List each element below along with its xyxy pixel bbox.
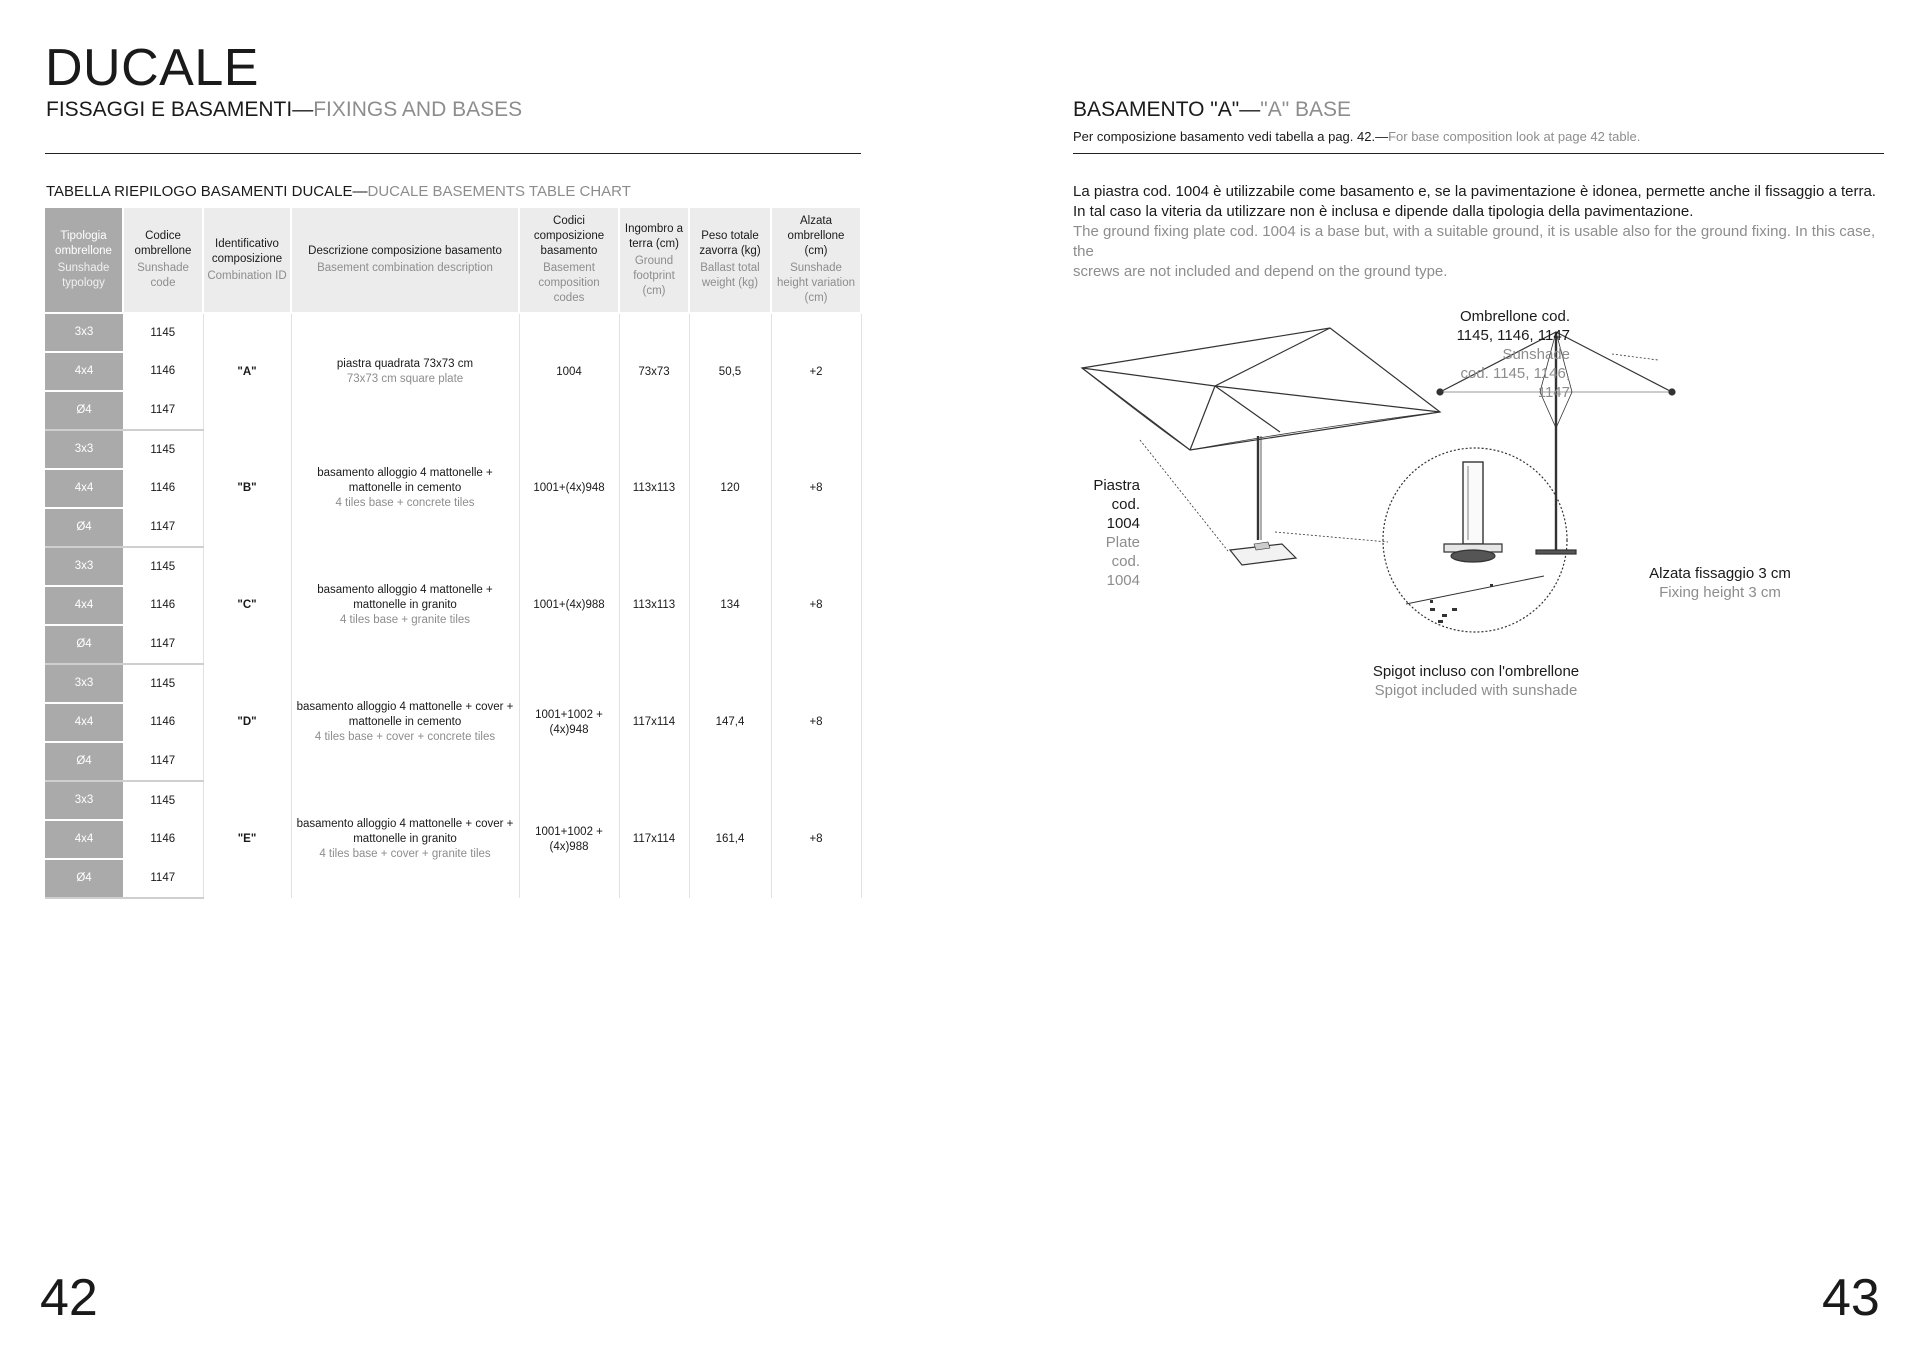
cell-sunshade-code: 1147 bbox=[123, 625, 203, 664]
umbrella-canopy-left bbox=[1082, 328, 1440, 450]
subtitle-it: FISSAGGI E BASAMENTI bbox=[46, 98, 293, 121]
header-height-en: Sunshade height variation (cm) bbox=[777, 262, 855, 304]
label-spigot-it: Spigot incluso con l'ombrellone bbox=[1372, 663, 1580, 680]
right-divider bbox=[1073, 153, 1884, 154]
cell-height: +8 bbox=[771, 664, 861, 781]
header-combo bbox=[203, 208, 291, 313]
cell-typology: 3x3 bbox=[45, 664, 123, 703]
label-plate-it-3: 1004 bbox=[1106, 515, 1140, 532]
para-en-line-1: The ground fixing plate cod. 1004 is a base but, with a suitable ground, it is usable also for the ground fixing. In this case, the bbox=[1073, 223, 1876, 260]
header-height-it: Alzata ombrellone (cm) bbox=[787, 215, 845, 257]
label-plate-en-3: 1004 bbox=[1106, 572, 1140, 589]
cell-sunshade-code: 1145 bbox=[123, 547, 203, 586]
header-typology bbox=[45, 208, 123, 313]
header-code bbox=[123, 208, 203, 313]
cell-height: +8 bbox=[771, 430, 861, 547]
note-separator: — bbox=[1375, 129, 1389, 144]
cell-weight: 161,4 bbox=[689, 781, 771, 898]
para-it-line-1: La piastra cod. 1004 è utilizzabile come basamento e, se la pavimentazione è idonea, permette anche il fissaggio a terra. bbox=[1073, 183, 1876, 200]
label-spigot bbox=[1336, 662, 1616, 700]
section-subtitle bbox=[46, 98, 522, 122]
cell-description bbox=[291, 430, 519, 547]
cell-combination-id: "D" bbox=[203, 664, 291, 781]
cell-sunshade-code: 1147 bbox=[123, 742, 203, 781]
cell-typology: 3x3 bbox=[45, 313, 123, 352]
base-a-title-separator: — bbox=[1239, 98, 1261, 121]
cell-typology: 4x4 bbox=[45, 586, 123, 625]
description-en: 73x73 cm square plate bbox=[346, 373, 464, 385]
label-umbrella bbox=[1430, 307, 1570, 402]
header-footprint-it: Ingombro a terra (cm) bbox=[624, 222, 684, 250]
description-it: basamento alloggio 4 mattonelle + cover + mattonelle in granito bbox=[296, 818, 514, 845]
label-umbrella-en-1: Sunshade bbox=[1502, 346, 1570, 363]
description-en: 4 tiles base + cover + concrete tiles bbox=[314, 731, 496, 743]
label-umbrella-en-2: cod. 1145, 1146, 1147 bbox=[1460, 365, 1570, 401]
cell-typology: Ø4 bbox=[45, 508, 123, 547]
table-header-row bbox=[45, 208, 861, 313]
header-footprint-en: Ground footprint (cm) bbox=[633, 254, 675, 297]
note-it: Per composizione basamento vedi tabella a pag. 42. bbox=[1073, 129, 1376, 144]
header-desc-it: Descrizione composizione basamento bbox=[308, 245, 502, 257]
table-title-separator: — bbox=[352, 183, 368, 200]
cell-sunshade-code: 1147 bbox=[123, 859, 203, 898]
para-it-line-2: In tal caso la viteria da utilizzare non è inclusa e dipende dalla tipologia della pavimentazione. bbox=[1073, 203, 1694, 220]
header-footprint bbox=[619, 208, 689, 313]
cell-composition-codes: 1001+1002 +(4x)948 bbox=[519, 664, 619, 781]
cell-weight: 120 bbox=[689, 430, 771, 547]
cell-height: +2 bbox=[771, 313, 861, 430]
label-height-it: Alzata fissaggio 3 cm bbox=[1649, 565, 1791, 582]
table-row bbox=[45, 664, 861, 703]
cell-composition-codes: 1001+1002 +(4x)988 bbox=[519, 781, 619, 898]
cell-weight: 134 bbox=[689, 547, 771, 664]
cell-description bbox=[291, 781, 519, 898]
base-a-title-en: "A" BASE bbox=[1260, 98, 1352, 121]
cell-sunshade-code: 1145 bbox=[123, 664, 203, 703]
cell-sunshade-code: 1146 bbox=[123, 352, 203, 391]
cell-typology: Ø4 bbox=[45, 742, 123, 781]
table-row bbox=[45, 430, 861, 469]
cell-sunshade-code: 1145 bbox=[123, 430, 203, 469]
header-desc bbox=[291, 208, 519, 313]
description-en: 4 tiles base + cover + granite tiles bbox=[319, 848, 491, 860]
header-codes-en: Basement composition codes bbox=[538, 262, 600, 304]
description-en: 4 tiles base + granite tiles bbox=[339, 614, 471, 626]
cell-typology: 3x3 bbox=[45, 547, 123, 586]
cell-weight: 50,5 bbox=[689, 313, 771, 430]
cell-typology: 4x4 bbox=[45, 703, 123, 742]
brand-title: DUCALE bbox=[45, 39, 259, 97]
header-combo-en: Combination ID bbox=[207, 269, 287, 282]
cell-typology: 4x4 bbox=[45, 820, 123, 859]
label-plate bbox=[1080, 476, 1140, 590]
cell-typology: 4x4 bbox=[45, 469, 123, 508]
cell-sunshade-code: 1146 bbox=[123, 820, 203, 859]
header-codes bbox=[519, 208, 619, 313]
header-typology-it: Tipologia ombrellone bbox=[55, 230, 112, 257]
header-code-en: Sunshade code bbox=[137, 262, 189, 289]
header-code-it: Codice ombrellone bbox=[134, 230, 192, 257]
cell-typology: 3x3 bbox=[45, 430, 123, 469]
header-weight-it: Peso totale zavorra (kg) bbox=[699, 230, 761, 257]
para-en-line-2: screws are not included and depend on the ground type. bbox=[1073, 263, 1448, 280]
header-height bbox=[771, 208, 861, 313]
table-row bbox=[45, 547, 861, 586]
table-body bbox=[45, 313, 861, 898]
left-divider bbox=[45, 153, 861, 154]
description-it: basamento alloggio 4 mattonelle + mattonelle in cemento bbox=[317, 467, 493, 494]
cell-combination-id: "B" bbox=[203, 430, 291, 547]
table-title-it: TABELLA RIEPILOGO BASAMENTI DUCALE bbox=[46, 183, 353, 200]
subtitle-en: FIXINGS AND BASES bbox=[313, 98, 523, 121]
subtitle-separator: — bbox=[292, 98, 314, 121]
cell-footprint: 73x73 bbox=[619, 313, 689, 430]
cell-combination-id: "C" bbox=[203, 547, 291, 664]
table-title bbox=[46, 183, 631, 200]
cell-weight: 147,4 bbox=[689, 664, 771, 781]
cell-typology: 3x3 bbox=[45, 781, 123, 820]
description-it: piastra quadrata 73x73 cm bbox=[336, 358, 474, 370]
base-a-note bbox=[1073, 129, 1640, 144]
cell-composition-codes: 1001+(4x)988 bbox=[519, 547, 619, 664]
cell-description bbox=[291, 664, 519, 781]
basements-table bbox=[45, 208, 862, 899]
description-it: basamento alloggio 4 mattonelle + cover + mattonelle in cemento bbox=[296, 701, 514, 728]
description-it: basamento alloggio 4 mattonelle + mattonelle in granito bbox=[317, 584, 493, 611]
header-codes-it: Codici composizione basamento bbox=[533, 215, 605, 257]
cell-sunshade-code: 1145 bbox=[123, 781, 203, 820]
cell-description bbox=[291, 313, 519, 430]
label-fixing-height bbox=[1620, 564, 1820, 602]
cell-height: +8 bbox=[771, 781, 861, 898]
cell-footprint: 113x113 bbox=[619, 547, 689, 664]
label-plate-en-2: cod. bbox=[1111, 553, 1140, 570]
base-a-title bbox=[1073, 98, 1351, 122]
cell-sunshade-code: 1146 bbox=[123, 703, 203, 742]
page-number-left: 42 bbox=[40, 1269, 98, 1327]
cell-composition-codes: 1004 bbox=[519, 313, 619, 430]
header-combo-it: Identificativo composizione bbox=[211, 237, 283, 265]
cell-sunshade-code: 1145 bbox=[123, 313, 203, 352]
description-en: 4 tiles base + concrete tiles bbox=[335, 497, 475, 509]
cell-sunshade-code: 1146 bbox=[123, 469, 203, 508]
cell-composition-codes: 1001+(4x)948 bbox=[519, 430, 619, 547]
cell-footprint: 113x113 bbox=[619, 430, 689, 547]
cell-height: +8 bbox=[771, 547, 861, 664]
cell-sunshade-code: 1147 bbox=[123, 391, 203, 430]
header-typology-en: Sunshade typology bbox=[57, 262, 110, 289]
table-row bbox=[45, 781, 861, 820]
table-title-en: DUCALE BASEMENTS TABLE CHART bbox=[367, 183, 631, 200]
header-desc-en: Basement combination description bbox=[317, 262, 493, 274]
cell-typology: Ø4 bbox=[45, 625, 123, 664]
page-number-right: 43 bbox=[1822, 1269, 1880, 1327]
label-plate-en-1: Plate bbox=[1105, 534, 1140, 551]
cell-typology: 4x4 bbox=[45, 352, 123, 391]
base-a-title-it: BASAMENTO "A" bbox=[1073, 98, 1240, 121]
cell-typology: Ø4 bbox=[45, 391, 123, 430]
note-en: For base composition look at page 42 table. bbox=[1388, 129, 1641, 144]
cell-combination-id: "A" bbox=[203, 313, 291, 430]
header-weight-en: Ballast total weight (kg) bbox=[700, 262, 760, 289]
label-plate-it-2: cod. bbox=[1111, 496, 1140, 513]
label-plate-it-1: Piastra bbox=[1093, 477, 1140, 494]
label-umbrella-it-1: Ombrellone cod. bbox=[1459, 308, 1570, 325]
cell-footprint: 117x114 bbox=[619, 781, 689, 898]
cell-typology: Ø4 bbox=[45, 859, 123, 898]
label-umbrella-it-2: 1145, 1146, 1147 bbox=[1456, 327, 1570, 344]
label-spigot-en: Spigot included with sunshade bbox=[1374, 682, 1578, 699]
cell-description bbox=[291, 547, 519, 664]
label-height-en: Fixing height 3 cm bbox=[1659, 584, 1781, 601]
cell-sunshade-code: 1147 bbox=[123, 508, 203, 547]
description-paragraph bbox=[1073, 182, 1883, 282]
table-row bbox=[45, 313, 861, 352]
cell-sunshade-code: 1146 bbox=[123, 586, 203, 625]
header-weight bbox=[689, 208, 771, 313]
cell-combination-id: "E" bbox=[203, 781, 291, 898]
cell-footprint: 117x114 bbox=[619, 664, 689, 781]
